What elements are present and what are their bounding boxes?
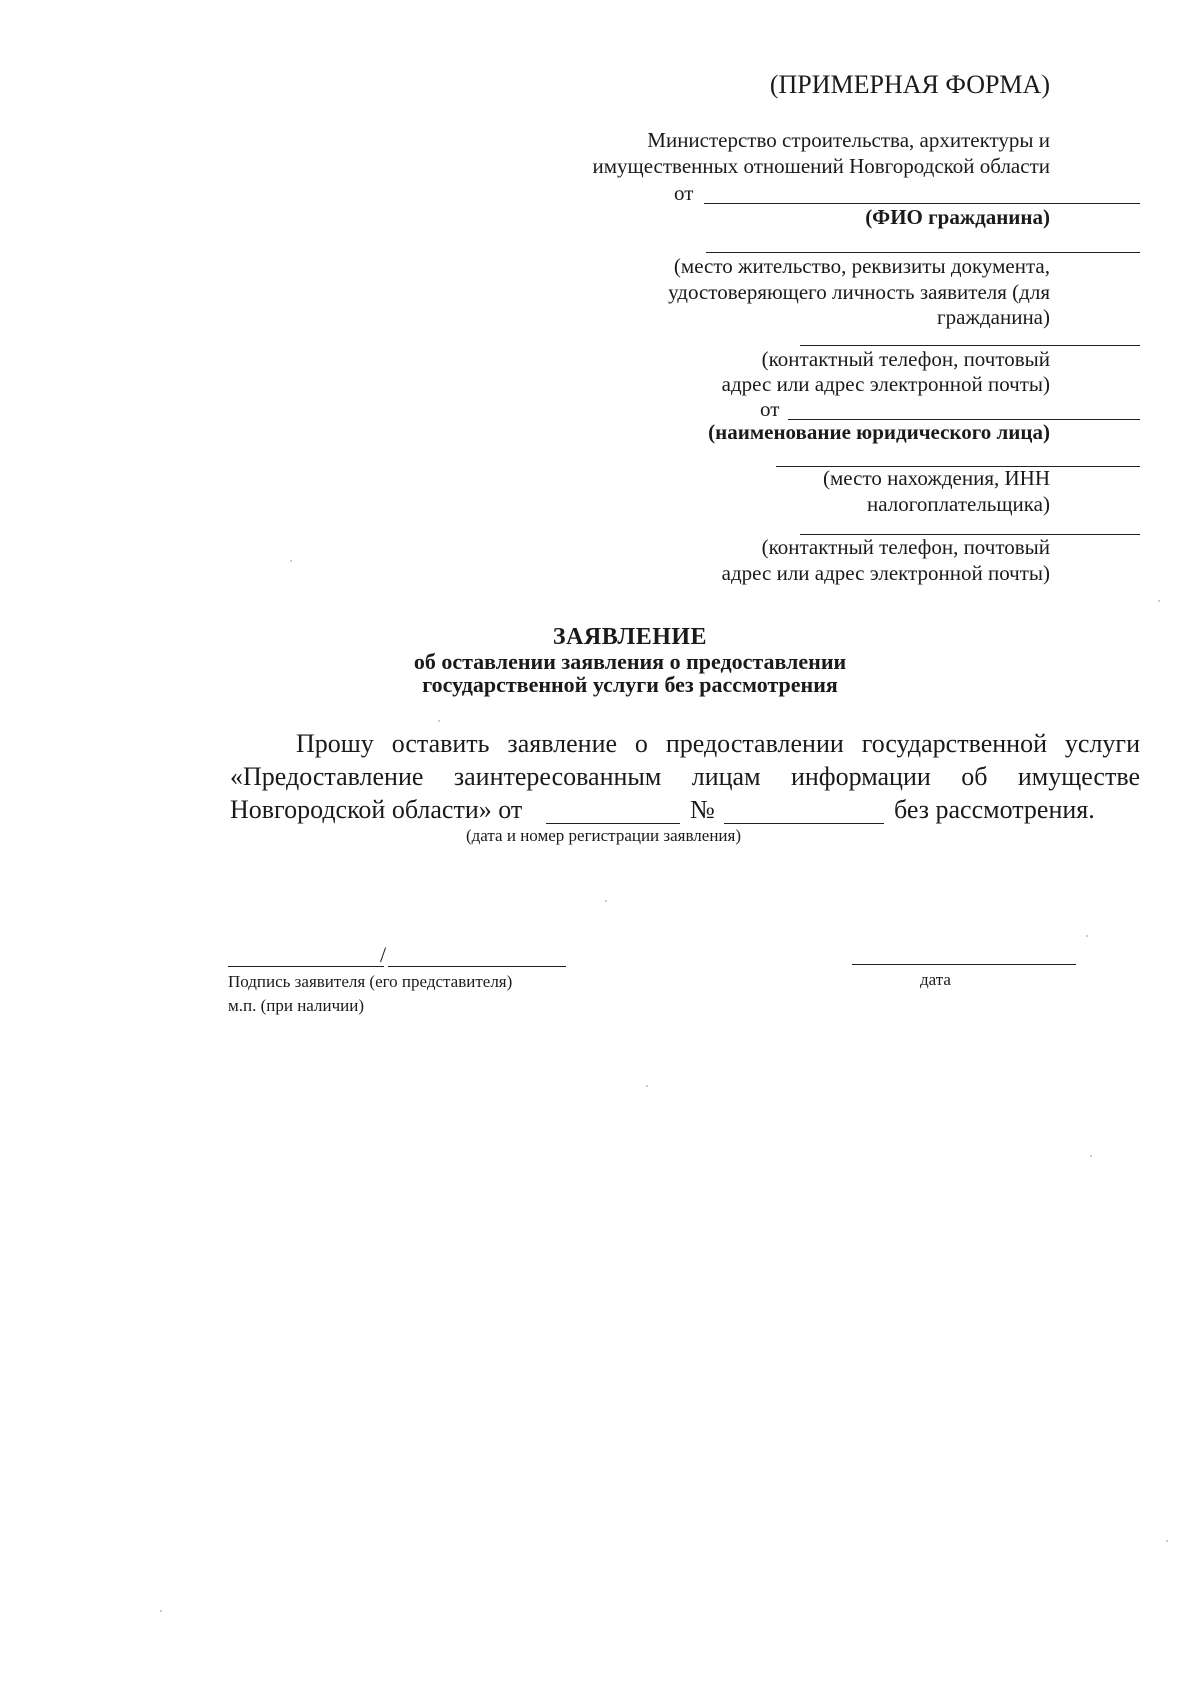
document-title: ЗАЯВЛЕНИЕ — [552, 624, 708, 650]
number-sign: № — [690, 795, 715, 824]
registration-date-line[interactable] — [546, 823, 680, 824]
request-text-line-2: «Предоставление заинтересованным лицам информации об имуществе — [230, 762, 1140, 791]
document-subtitle-2: государственной услуги без рассмотрения — [422, 672, 838, 697]
scan-speck — [290, 560, 292, 562]
scan-speck — [646, 1085, 648, 1087]
from-label: от — [674, 181, 694, 205]
document-subtitle-1: об оставлении заявления о предоставлении — [413, 649, 847, 674]
legal-contact-caption-2: адрес или адрес электронной почты) — [721, 561, 1050, 585]
date-line[interactable] — [852, 964, 1076, 965]
date-caption: дата — [920, 970, 951, 989]
citizen-contact-caption-2: адрес или адрес электронной почты) — [721, 372, 1050, 396]
scan-speck — [160, 1610, 162, 1612]
request-text-line-1: Прошу оставить заявление о предоставлении государственной услуги — [296, 729, 1140, 758]
legal-contact-caption-1: (контактный телефон, почтовый — [761, 535, 1050, 559]
scan-speck — [1158, 600, 1160, 602]
legal-location-caption-2: налогоплательщика) — [867, 492, 1050, 516]
citizen-name-line[interactable] — [704, 203, 1140, 204]
scan-speck — [1090, 1155, 1092, 1157]
signature-line[interactable] — [228, 966, 384, 967]
request-text-line-3-start: Новгородской области» от — [230, 795, 523, 824]
citizen-name-caption: (ФИО гражданина) — [865, 205, 1050, 229]
citizen-residence-caption-2: удостоверяющего личность заявителя (для — [668, 280, 1050, 304]
recipient-line-1: Министерство строительства, архитектуры и — [647, 128, 1050, 152]
legal-location-caption-1: (место нахождения, ИНН — [823, 466, 1050, 490]
citizen-residence-caption-1: (место жительство, реквизиты документа, — [673, 254, 1050, 278]
scan-speck — [438, 720, 440, 722]
from-label-2: от — [760, 397, 780, 421]
sample-form-label: (ПРИМЕРНАЯ ФОРМА) — [769, 70, 1050, 99]
registration-caption: (дата и номер регистрации заявления) — [466, 826, 741, 845]
scan-speck — [605, 900, 607, 902]
legal-entity-caption: (наименование юридического лица) — [708, 420, 1050, 444]
signature-slash: / — [380, 942, 387, 967]
signature-caption: Подпись заявителя (его представителя) — [228, 972, 513, 991]
signature-name-line[interactable] — [388, 966, 566, 967]
scan-speck — [1166, 1540, 1168, 1542]
citizen-residence-line[interactable] — [706, 252, 1140, 253]
citizen-contact-caption-1: (контактный телефон, почтовый — [761, 347, 1050, 371]
scan-speck — [1086, 935, 1088, 937]
seal-caption: м.п. (при наличии) — [228, 996, 364, 1015]
request-text-line-3-end: без рассмотрения. — [894, 795, 1095, 824]
citizen-residence-caption-3: гражданина) — [937, 305, 1050, 329]
registration-number-line[interactable] — [724, 823, 884, 824]
recipient-line-2: имущественных отношений Новгородской области — [592, 154, 1050, 178]
citizen-contact-line[interactable] — [800, 345, 1140, 346]
